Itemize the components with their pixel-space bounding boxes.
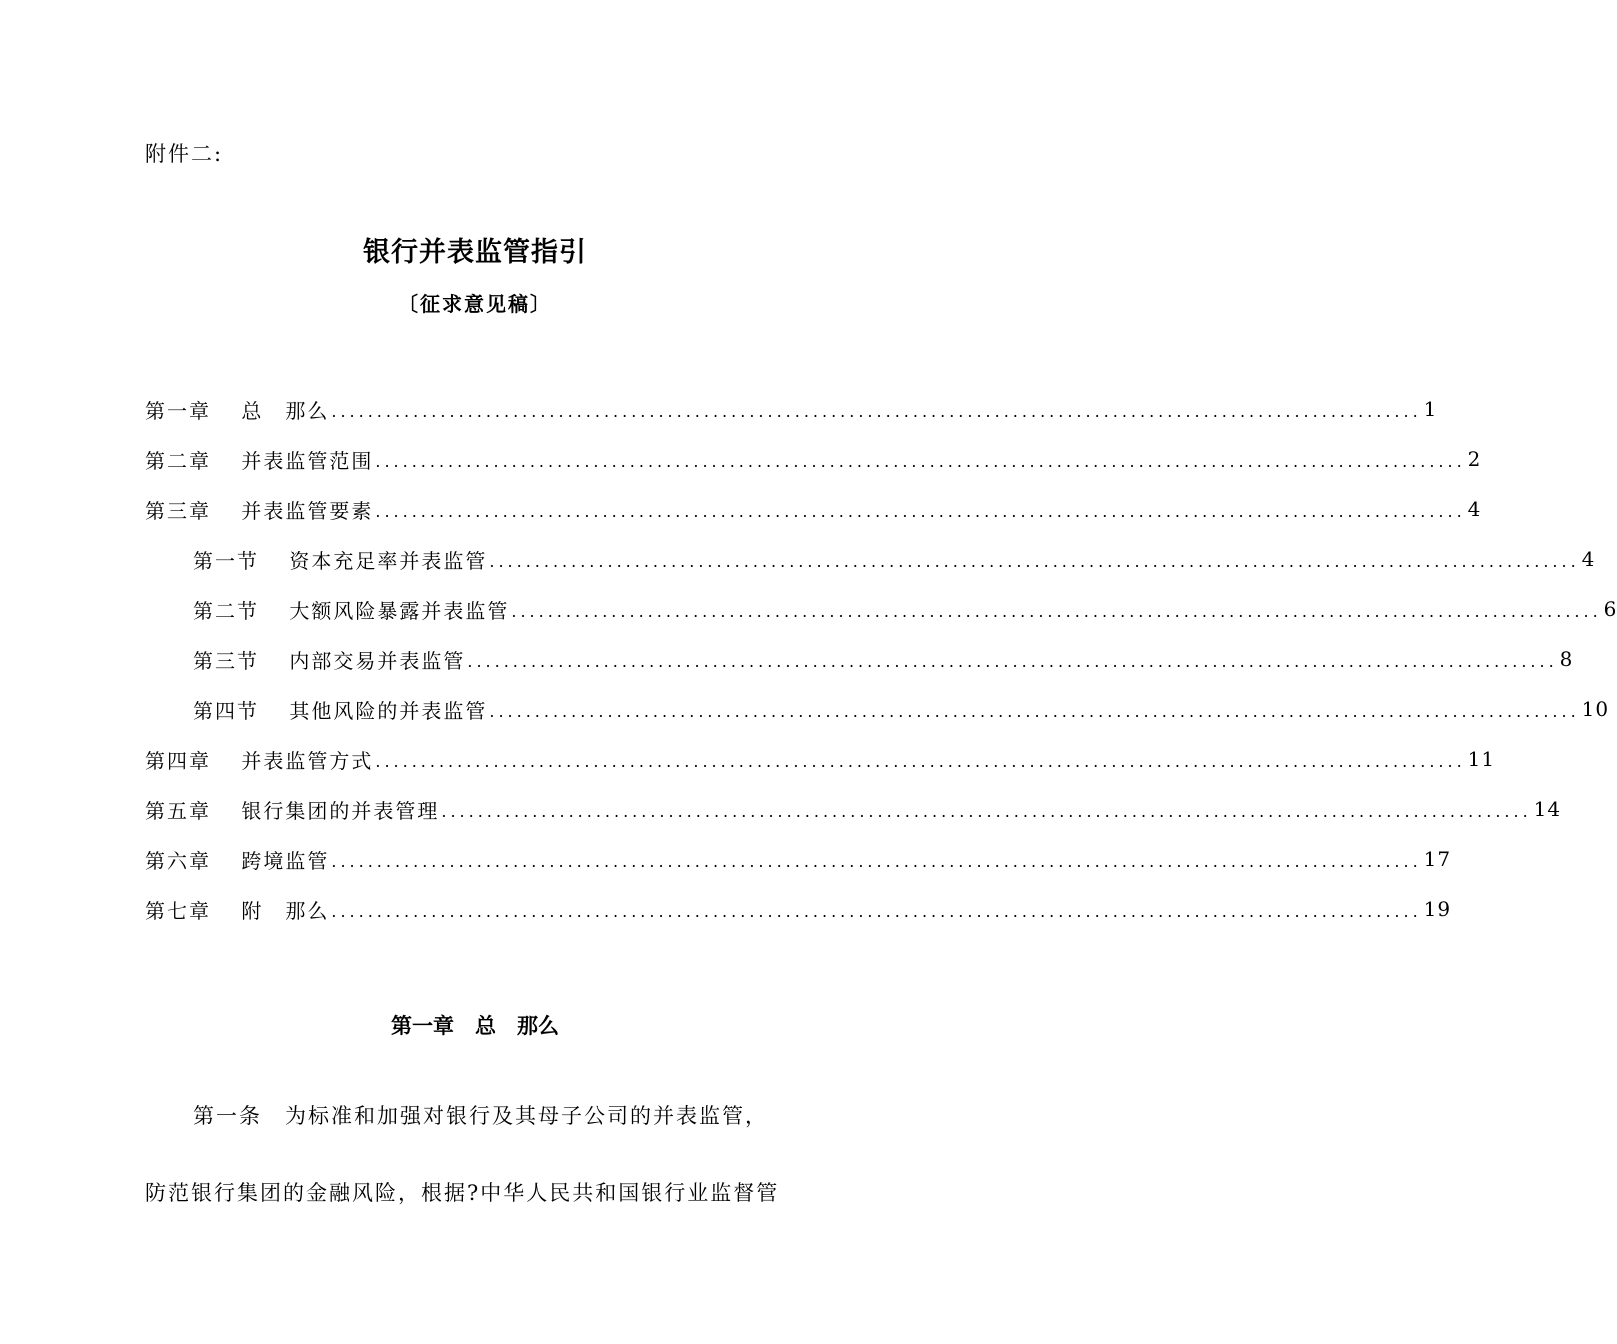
toc-entry[interactable] xyxy=(145,434,1482,484)
attachment-label: 附件二: xyxy=(145,142,224,166)
toc-entry-page: 10 xyxy=(1581,697,1610,721)
toc-entry-page: 17 xyxy=(1423,847,1452,871)
toc-leader-dots: ........................................................................................................................ xyxy=(375,451,1466,471)
document-title: 银行并表监管指引 xyxy=(363,237,587,268)
toc-entry-label: 第七章 附 那么 xyxy=(145,898,330,923)
toc-entry-page: 4 xyxy=(1467,497,1482,521)
toc-entry-section[interactable] xyxy=(145,534,1596,584)
toc-entry[interactable] xyxy=(145,734,1496,784)
toc-entry-label: 第二节 大额风险暴露并表监管 xyxy=(193,598,510,623)
toc-entry-label: 第三章 并表监管要素 xyxy=(145,498,374,523)
toc-leader-dots: ........................................................................................................................ xyxy=(331,401,1422,421)
toc-entry-label: 第一节 资本充足率并表监管 xyxy=(193,548,488,573)
article-paragraph-line: 第一条 为标准和加强对银行及其母子公司的并表监管， xyxy=(193,1104,768,1128)
toc-entry-label: 第五章 银行集团的并表管理 xyxy=(145,798,440,823)
toc-leader-dots: ........................................................................................................................ xyxy=(331,901,1422,921)
toc-entry-label: 第四节 其他风险的并表监管 xyxy=(193,698,488,723)
toc-leader-dots: ........................................................................................................................ xyxy=(441,801,1532,821)
toc-entry-label: 第三节 内部交易并表监管 xyxy=(193,648,466,673)
toc-leader-dots: ........................................................................................................................ xyxy=(375,501,1466,521)
toc-leader-dots: ........................................................................................................................ xyxy=(489,701,1580,721)
toc-entry-label: 第六章 跨境监管 xyxy=(145,848,330,873)
toc-entry[interactable] xyxy=(145,484,1482,534)
toc-entry-label: 第四章 并表监管方式 xyxy=(145,748,374,773)
document-subtitle: 〔征求意见稿〕 xyxy=(398,292,552,316)
toc-entry-page: 1 xyxy=(1423,397,1438,421)
toc-entry-page: 2 xyxy=(1467,447,1482,471)
table-of-contents xyxy=(145,384,1617,934)
toc-entry-page: 19 xyxy=(1423,897,1452,921)
toc-entry-page: 14 xyxy=(1533,797,1562,821)
toc-entry[interactable] xyxy=(145,884,1452,934)
toc-leader-dots: ........................................................................................................................ xyxy=(511,601,1602,621)
toc-entry-section[interactable] xyxy=(145,684,1610,734)
toc-entry-page: 11 xyxy=(1467,747,1496,771)
toc-leader-dots: ........................................................................................................................ xyxy=(467,651,1558,671)
toc-entry[interactable] xyxy=(145,784,1562,834)
article-paragraph-line: 防范银行集团的金融风险，根据?中华人民共和国银行业监督管 xyxy=(145,1181,780,1205)
toc-entry[interactable] xyxy=(145,834,1452,884)
toc-entry[interactable] xyxy=(145,384,1438,434)
chapter-heading: 第一章 总 那么 xyxy=(391,1014,559,1038)
toc-entry-section[interactable] xyxy=(145,584,1617,634)
toc-leader-dots: ........................................................................................................................ xyxy=(489,551,1580,571)
toc-entry-section[interactable] xyxy=(145,634,1574,684)
toc-entry-label: 第一章 总 那么 xyxy=(145,398,330,423)
toc-entry-page: 6 xyxy=(1603,597,1617,621)
toc-entry-label: 第二章 并表监管范围 xyxy=(145,448,374,473)
toc-entry-page: 4 xyxy=(1581,547,1596,571)
toc-leader-dots: ........................................................................................................................ xyxy=(375,751,1466,771)
toc-leader-dots: ........................................................................................................................ xyxy=(331,851,1422,871)
toc-entry-page: 8 xyxy=(1559,647,1574,671)
